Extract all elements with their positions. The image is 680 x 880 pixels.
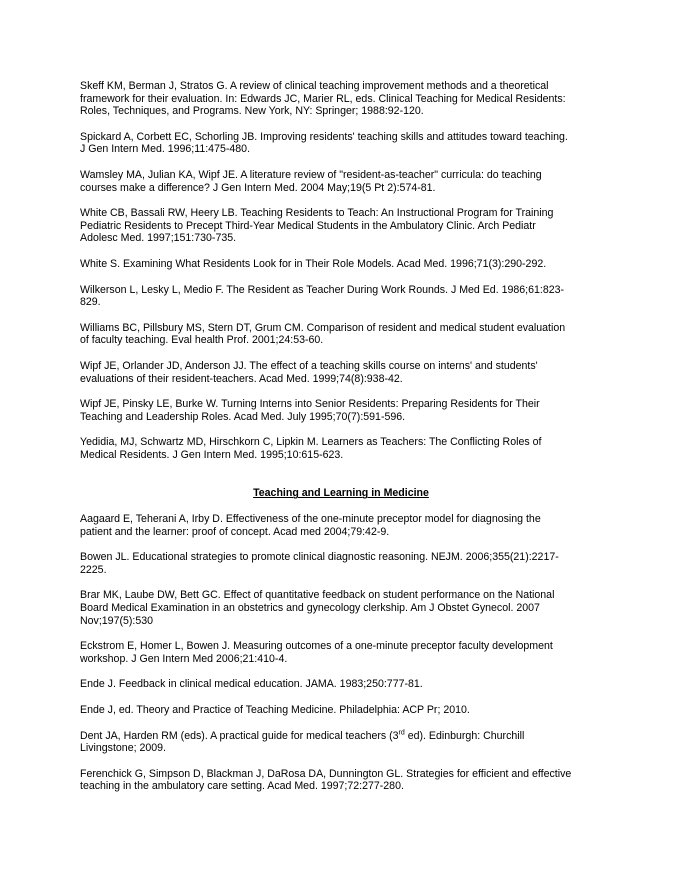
reference-line: courses make a difference? J Gen Intern Med. 2004 May;19(5 Pt 2):574-81.: [80, 181, 436, 194]
document-page: [80, 80, 602, 806]
reference-line: [80, 730, 602, 743]
reference-line: Wilkerson L, Lesky L, Medio F. The Resident as Teacher During Work Rounds. J Med Ed. 1986;61:823-: [80, 283, 565, 296]
reference-entry: [80, 768, 602, 793]
reference-line: Spickard A, Corbett EC, Schorling JB. Improving residents' teaching skills and attitudes toward teaching.: [80, 130, 568, 143]
references-section: [80, 80, 602, 461]
reference-entry: [80, 513, 602, 538]
reference-line: patient and the learner: proof of concept. Acad med 2004;79:42-9.: [80, 525, 390, 538]
reference-line: Ende J. Feedback in clinical medical education. JAMA. 1983;250:777-81.: [80, 678, 423, 691]
reference-line: Wamsley MA, Julian KA, Wipf JE. A literature review of "resident-as-teacher" curricula: do teaching: [80, 168, 542, 181]
reference-entry: [80, 360, 602, 385]
reference-entry: [80, 678, 602, 691]
reference-entry: [80, 640, 602, 665]
reference-entry: [80, 551, 602, 576]
reference-line: Skeff KM, Berman J, Stratos G. A review of clinical teaching improvement methods and a theoretical: [80, 80, 549, 92]
reference-line: Wipf JE, Pinsky LE, Burke W. Turning Interns into Senior Residents: Preparing Residents for Their: [80, 398, 540, 411]
reference-line: Bowen JL. Educational strategies to promote clinical diagnostic reasoning. NEJM. 2006;355(21):2217-: [80, 551, 559, 564]
reference-line: 2225.: [80, 563, 107, 576]
reference-line: J Gen Intern Med. 1996;11:475-480.: [80, 143, 251, 156]
superscript: rd: [398, 729, 405, 737]
reference-entry: [80, 436, 602, 461]
reference-line: teaching in the ambulatory care setting. Acad Med. 1997;72:277-280.: [80, 780, 404, 793]
reference-line: White CB, Bassali RW, Heery LB. Teaching Residents to Teach: An Instructional Program for Training: [80, 207, 554, 220]
reference-entry: [80, 589, 602, 627]
references-section: [80, 513, 602, 717]
reference-line: of faculty teaching. Eval health Prof. 2001;24:53-60.: [80, 334, 324, 347]
reference-line: Ferenchick G, Simpson D, Blackman J, DaRosa DA, Dunnington GL. Strategies for efficient and effective: [80, 767, 572, 780]
reference-line: Ende J, ed. Theory and Practice of Teaching Medicine. Philadelphia: ACP Pr; 2010.: [80, 704, 470, 716]
reference-line: 829.: [80, 296, 101, 309]
reference-line: Adolesc Med. 1997;151:730-735.: [80, 232, 237, 245]
reference-line: Wipf JE, Orlander JD, Anderson JJ. The effect of a teaching skills course on interns' and students': [80, 359, 538, 372]
reference-entry: [80, 730, 602, 755]
reference-text: Dent JA, Harden RM (eds). A practical guide for medical teachers (3: [80, 729, 399, 742]
reference-line: Roles, Techniques, and Programs. New York, NY: Springer; 1988:92-120.: [80, 105, 424, 118]
reference-line: Pediatric Residents to Precept Third-Year Medical Students in the Ambulatory Clinic. Arch Pediatr: [80, 219, 536, 232]
reference-line: Williams BC, Pillsbury MS, Stern DT, Grum CM. Comparison of resident and medical student evaluation: [80, 321, 566, 334]
reference-text: ed). Edinburgh: Churchill: [404, 729, 525, 742]
reference-line: Livingstone; 2009.: [80, 742, 166, 755]
reference-entry: [80, 169, 602, 194]
section-heading: Teaching and Learning in Medicine: [253, 487, 429, 500]
reference-line: evaluations of their resident-teachers. Acad Med. 1999;74(8):938-42.: [80, 372, 403, 385]
reference-entry: [80, 258, 602, 271]
reference-line: Medical Residents. J Gen Intern Med. 1995;10:615-623.: [80, 448, 344, 461]
reference-line: Yedidia, MJ, Schwartz MD, Hirschkorn C, Lipkin M. Learners as Teachers: The Conflicting Roles of: [80, 436, 542, 449]
reference-line: Board Medical Examination in an obstetrics and gynecology clerkship. Am J Obstet Gynecol. 2007: [80, 602, 540, 615]
references-section: [80, 768, 602, 793]
reference-line: Brar MK, Laube DW, Bett GC. Effect of quantitative feedback on student performance on the National: [80, 589, 555, 602]
reference-entry: [80, 322, 602, 347]
reference-line: Eckstrom E, Homer L, Bowen J. Measuring outcomes of a one-minute preceptor faculty development: [80, 640, 553, 653]
reference-line: workshop. J Gen Intern Med 2006;21:410-4.: [80, 652, 288, 665]
reference-entry: [80, 207, 602, 245]
reference-entry: [80, 284, 602, 309]
reference-entry: [80, 80, 602, 118]
reference-line: Nov;197(5):530: [80, 614, 154, 627]
reference-line: White S. Examining What Residents Look for in Their Role Models. Acad Med. 1996;71(3):290-292.: [80, 257, 547, 270]
reference-entry: [80, 704, 602, 717]
reference-line: Aagaard E, Teherani A, Irby D. Effectiveness of the one-minute preceptor model for diagnosing the: [80, 513, 541, 526]
reference-entry: [80, 398, 602, 423]
reference-entry: [80, 131, 602, 156]
reference-line: framework for their evaluation. In: Edwards JC, Marier RL, eds. Clinical Teaching for Medical Residents:: [80, 92, 566, 105]
reference-line: Teaching and Leadership Roles. Acad Med. July 1995;70(7):591-596.: [80, 410, 406, 423]
